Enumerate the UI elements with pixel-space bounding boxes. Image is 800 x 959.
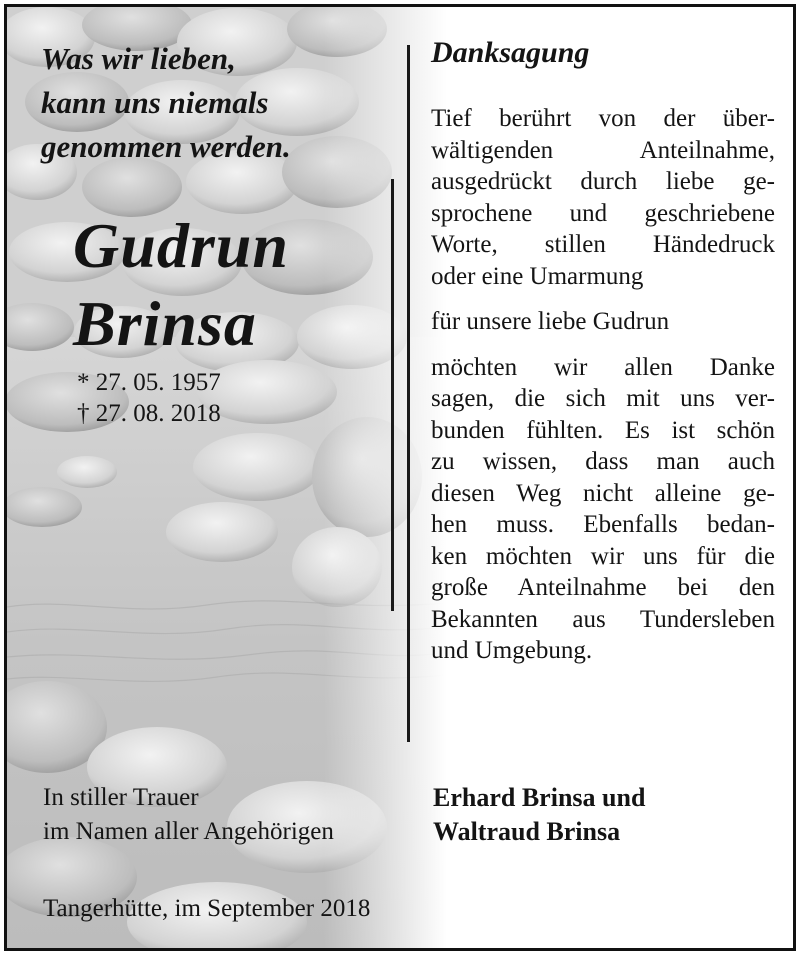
place-date: Tangerhütte, im September 2018 xyxy=(43,895,371,922)
divider-line-right xyxy=(407,45,410,742)
mourners-line: im Namen aller Angehörigen xyxy=(43,818,334,845)
deceased-name xyxy=(73,207,289,363)
thanks-paragraph-1 xyxy=(431,103,775,292)
first-name: Gudrun xyxy=(73,210,289,281)
mourners-signature xyxy=(43,781,334,849)
text-line: oder eine Umarmung xyxy=(431,262,644,290)
divider-line-left xyxy=(391,179,394,611)
life-dates xyxy=(77,367,221,429)
signatories xyxy=(433,781,645,849)
text-line: Bekannten aus Tundersleben xyxy=(431,605,775,633)
thanks-heading: Danksagung xyxy=(431,36,590,69)
text-line: ausgedrückt durch liebe ge- xyxy=(431,168,775,195)
memorial-quote xyxy=(41,37,291,169)
text-line: hen muss. Ebenfalls bedan- xyxy=(431,511,775,538)
quote-line: Was wir lieben, xyxy=(41,41,236,76)
text-line: Tief berührt von der über- xyxy=(431,105,775,132)
text-line: für unsere liebe Gudrun xyxy=(431,308,670,335)
thanks-paragraph-2 xyxy=(431,306,775,338)
text-line: wältigenden Anteilnahme, xyxy=(431,136,775,164)
signatory-line: Waltraud Brinsa xyxy=(433,817,621,846)
text-line: Worte, stillen Händedruck xyxy=(431,231,775,258)
mourners-line: In stiller Trauer xyxy=(43,784,199,811)
text-line: und Umgebung. xyxy=(431,637,593,664)
text-line: möchten wir allen Danke xyxy=(431,353,775,381)
thanks-section xyxy=(431,33,775,681)
text-line: sprochene und geschriebene xyxy=(431,199,775,227)
text-line: diesen Weg nicht alleine ge- xyxy=(431,479,775,507)
text-line: zu wissen, dass man auch xyxy=(431,448,775,475)
text-line: sagen, die sich mit uns ver- xyxy=(431,385,775,412)
last-name: Brinsa xyxy=(73,288,257,359)
quote-line: kann uns niemals xyxy=(41,85,269,120)
thanks-paragraph-3 xyxy=(431,352,775,667)
text-line: ken möchten wir uns für die xyxy=(431,542,775,570)
text-line: große Anteilnahme bei den xyxy=(431,574,775,601)
death-date: † 27. 08. 2018 xyxy=(77,400,221,427)
signatory-line: Erhard Brinsa und xyxy=(433,783,646,812)
birth-date: * 27. 05. 1957 xyxy=(77,369,221,396)
text-line: bunden fühlten. Es ist schön xyxy=(431,416,775,444)
obituary-notice xyxy=(4,4,796,951)
quote-line: genommen werden. xyxy=(41,129,291,164)
